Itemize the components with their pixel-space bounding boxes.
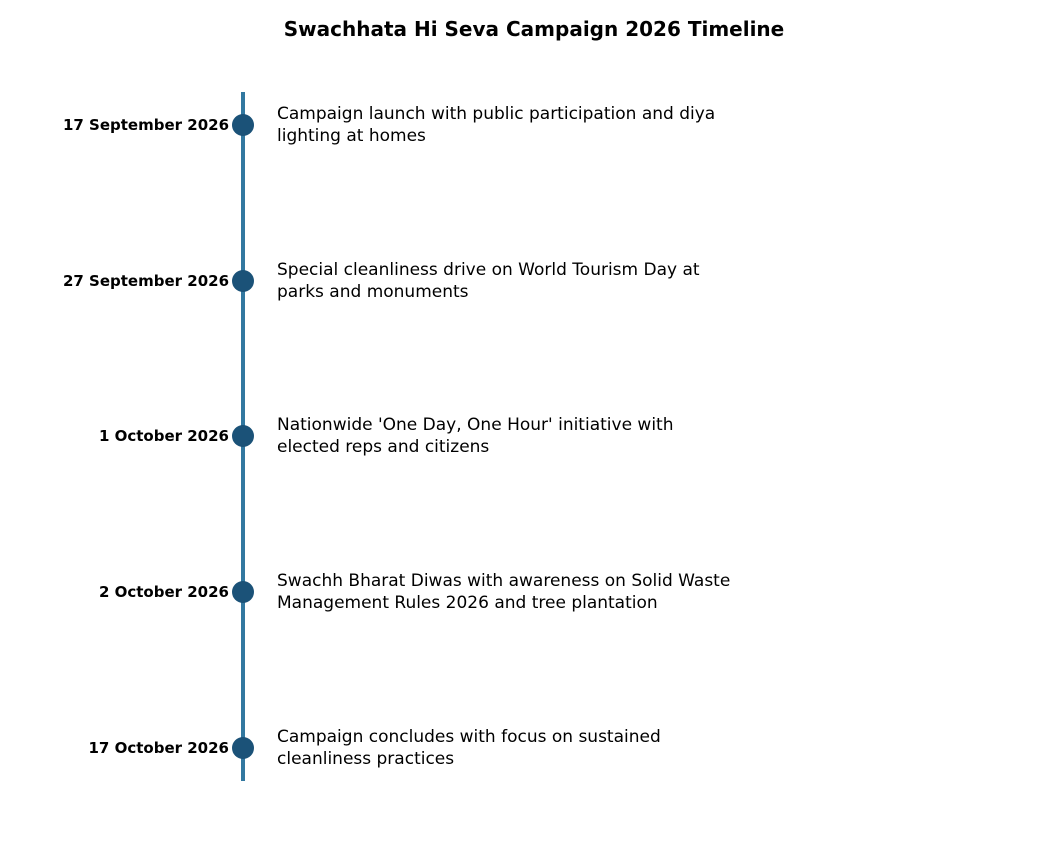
event-date: 27 September 2026 [62, 272, 229, 290]
event-marker-dot [232, 737, 254, 759]
timeline-title: Swachhata Hi Seva Campaign 2026 Timeline [283, 17, 785, 41]
event-date: 1 October 2026 [98, 427, 229, 445]
event-description [277, 414, 777, 458]
event-description [277, 570, 777, 614]
event-description-line: Campaign launch with public participation and diya [277, 104, 716, 124]
event-marker-dot [232, 425, 254, 447]
event-date: 17 October 2026 [88, 739, 229, 757]
event-marker-dot [232, 270, 254, 292]
event-description-line: Campaign concludes with focus on sustained [277, 727, 661, 747]
event-description-line: parks and monuments [277, 282, 469, 302]
event-description [277, 726, 777, 770]
event-description-line: elected reps and citizens [277, 437, 490, 457]
event-description-line: Swachh Bharat Diwas with awareness on Solid Waste [277, 571, 731, 591]
event-marker-dot [232, 581, 254, 603]
event-description-line: lighting at homes [277, 126, 426, 146]
event-description-line: cleanliness practices [277, 749, 455, 769]
event-description-line: Nationwide 'One Day, One Hour' initiative with [277, 415, 674, 435]
event-description-line: Special cleanliness drive on World Tourism Day at [277, 260, 700, 280]
event-date: 2 October 2026 [98, 583, 229, 601]
event-date: 17 September 2026 [62, 116, 229, 134]
event-description [277, 103, 777, 147]
event-marker-dot [232, 114, 254, 136]
event-description-line: Management Rules 2026 and tree plantation [277, 593, 658, 613]
event-description [277, 259, 777, 303]
